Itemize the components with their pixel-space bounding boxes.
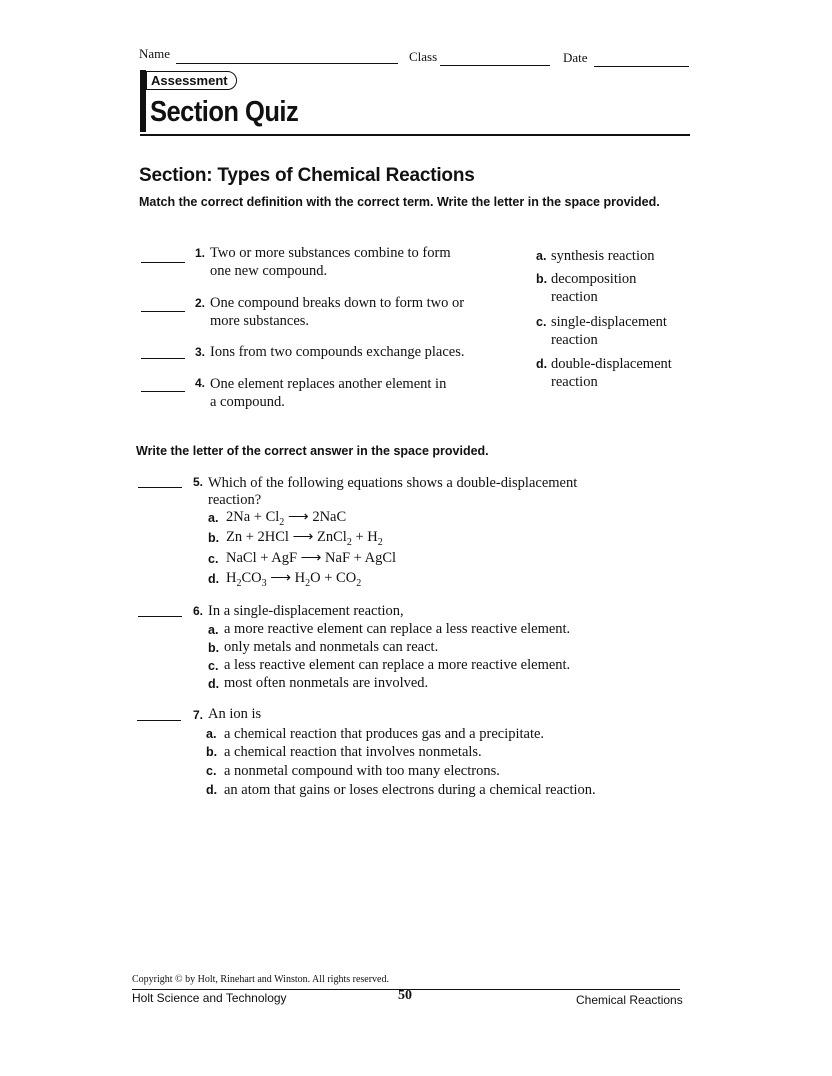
page-title: Section Quiz bbox=[150, 96, 299, 128]
option-letter: d. bbox=[206, 783, 218, 797]
chapter-name: Chemical Reactions bbox=[576, 993, 683, 1007]
question-number: 5. bbox=[193, 475, 204, 489]
option-letter: a. bbox=[206, 727, 217, 741]
name-field[interactable] bbox=[176, 62, 398, 64]
question-text: reaction? bbox=[208, 492, 262, 508]
answer-blank-4[interactable] bbox=[141, 390, 185, 392]
question-text: An ion is bbox=[208, 706, 262, 722]
term-letter: a. bbox=[536, 249, 547, 263]
option-letter: b. bbox=[208, 531, 220, 545]
term-text: decomposition bbox=[551, 271, 637, 287]
term-letter: d. bbox=[536, 357, 548, 371]
question-text: more substances. bbox=[210, 313, 310, 329]
answer-blank-6[interactable] bbox=[138, 615, 182, 617]
title-rule bbox=[140, 134, 690, 136]
publisher-name: Holt Science and Technology bbox=[132, 991, 287, 1005]
option-text: a more reactive element can replace a less reactive element. bbox=[224, 621, 571, 637]
term-text: synthesis reaction bbox=[551, 248, 655, 264]
question-number: 6. bbox=[193, 604, 204, 618]
option-letter: a. bbox=[208, 511, 219, 525]
option-letter: d. bbox=[208, 677, 220, 691]
question-text: Ions from two compounds exchange places. bbox=[210, 344, 465, 360]
instructions-multiple-choice: Write the letter of the correct answer in the space provided. bbox=[136, 444, 489, 458]
term-text: double-displacement bbox=[551, 356, 672, 372]
question-number: 4. bbox=[195, 376, 206, 390]
question-text: Which of the following equations shows a double-displacement bbox=[208, 475, 578, 491]
section-title: Section: Types of Chemical Reactions bbox=[139, 165, 475, 186]
question-number: 2. bbox=[195, 296, 206, 310]
option-text: a less reactive element can replace a more reactive element. bbox=[224, 657, 571, 673]
term-text: single-displacement bbox=[551, 314, 667, 330]
option-letter: b. bbox=[208, 641, 220, 655]
question-text: one new compound. bbox=[210, 263, 328, 279]
option-equation: $2Na + Cl_2$ ⟶ 2NaC bbox=[226, 509, 347, 528]
option-equation: NaCl + AgF ⟶ NaF + AgCl bbox=[226, 550, 397, 566]
term-letter: c. bbox=[536, 315, 547, 329]
option-text: only metals and nonmetals can react. bbox=[224, 639, 439, 655]
option-letter: c. bbox=[208, 552, 219, 566]
answer-blank-2[interactable] bbox=[141, 310, 185, 312]
option-equation: Zn + 2HCl ⟶ ZnCl$_2$ + $H_2$ bbox=[226, 529, 383, 548]
question-text: In a single-displacement reaction, bbox=[208, 603, 404, 619]
option-letter: c. bbox=[208, 659, 219, 673]
question-text: a compound. bbox=[210, 394, 285, 410]
term-text: reaction bbox=[551, 374, 598, 390]
option-text: most often nonmetals are involved. bbox=[224, 675, 429, 691]
option-letter: c. bbox=[206, 764, 217, 778]
option-text: an atom that gains or loses electrons during a chemical reaction. bbox=[224, 782, 596, 798]
assessment-tag: Assessment bbox=[146, 71, 237, 90]
term-text: reaction bbox=[551, 332, 598, 348]
option-letter: b. bbox=[206, 745, 218, 759]
answer-blank-7[interactable] bbox=[137, 719, 181, 721]
question-number: 1. bbox=[195, 246, 206, 260]
question-text: One compound breaks down to form two or bbox=[210, 295, 465, 311]
question-text: One element replaces another element in bbox=[210, 376, 447, 392]
term-text: reaction bbox=[551, 289, 598, 305]
date-field[interactable] bbox=[594, 65, 689, 67]
option-letter: a. bbox=[208, 623, 219, 637]
class-field[interactable] bbox=[440, 64, 550, 66]
question-text: Two or more substances combine to form bbox=[210, 245, 451, 261]
question-number: 3. bbox=[195, 345, 206, 359]
option-text: a chemical reaction that produces gas and a precipitate. bbox=[224, 726, 545, 742]
option-equation: $H_2CO_3$ ⟶ $H_2O + CO_2$ bbox=[226, 570, 362, 589]
question-number: 7. bbox=[193, 708, 204, 722]
option-letter: d. bbox=[208, 572, 220, 586]
instructions-matching: Match the correct definition with the correct term. Write the letter in the space provided. bbox=[139, 195, 660, 209]
class-label: Class bbox=[409, 49, 438, 64]
option-text: a chemical reaction that involves nonmetals. bbox=[224, 744, 482, 760]
answer-blank-5[interactable] bbox=[138, 486, 182, 488]
answer-blank-3[interactable] bbox=[141, 357, 185, 359]
answer-blank-1[interactable] bbox=[141, 261, 185, 263]
term-letter: b. bbox=[536, 272, 548, 286]
name-label: Name bbox=[139, 46, 171, 61]
date-label: Date bbox=[563, 50, 588, 65]
page-number: 50 bbox=[398, 988, 412, 1003]
option-text: a nonmetal compound with too many electrons. bbox=[224, 763, 500, 779]
copyright-notice: Copyright © by Holt, Rinehart and Winston. All rights reserved. bbox=[132, 974, 389, 985]
